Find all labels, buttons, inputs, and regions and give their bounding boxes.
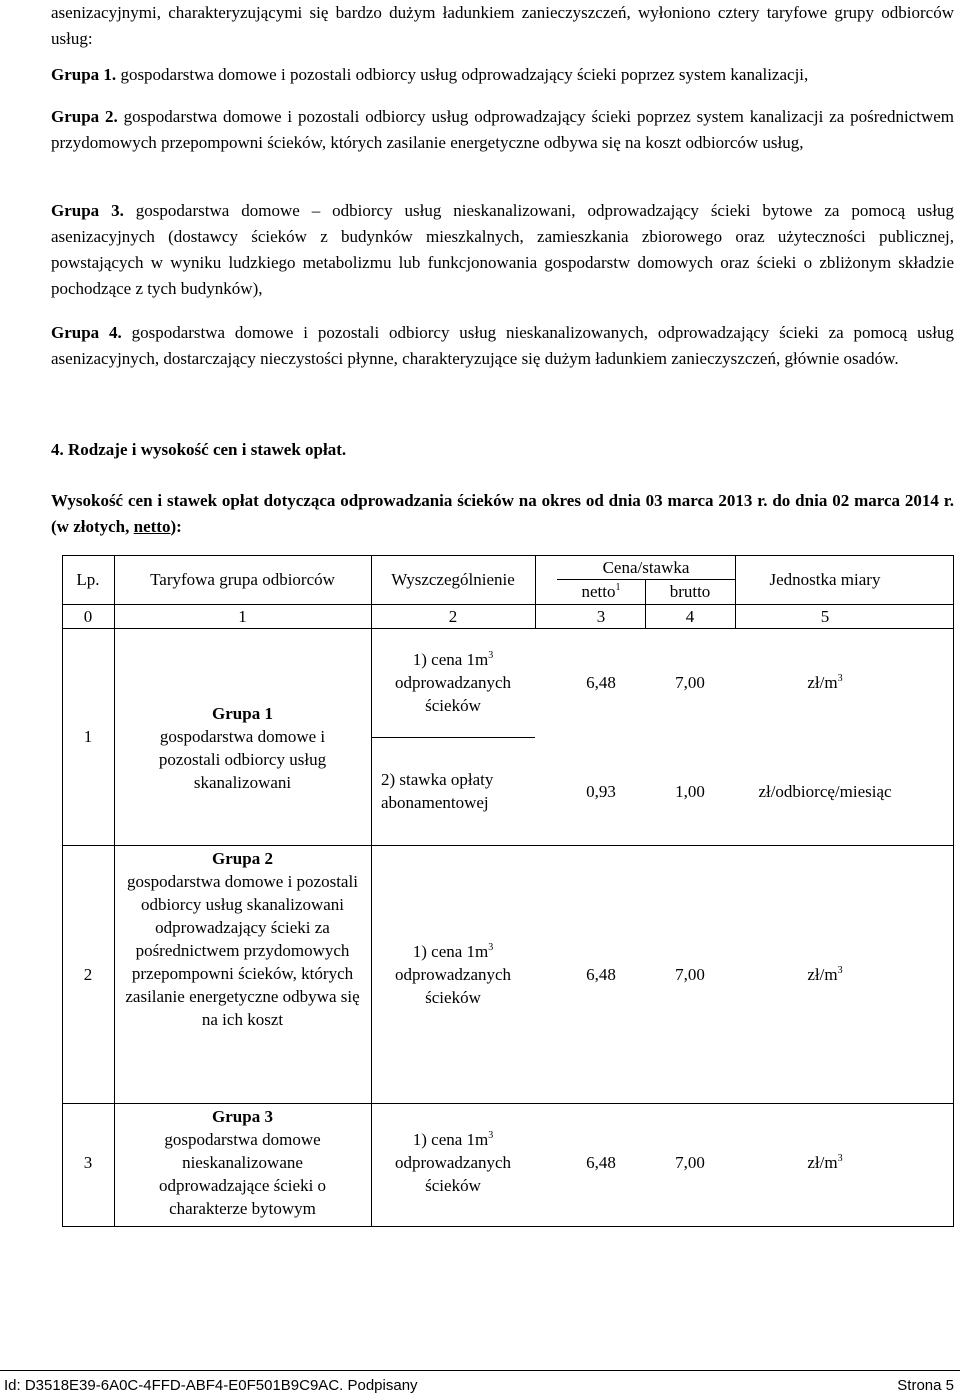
row-2-group-desc: gospodarstwa domowe i pozostali odbiorcy usług skanalizowani odprowadzający ścieki za pośrednictwem przydomowych przepompowni ścieków, których zasilanie energetyczne odbywa się na ich koszt xyxy=(125,872,360,1029)
group-3-paragraph xyxy=(51,198,954,302)
footer-divider xyxy=(0,1370,960,1371)
row-3-item-1-unit-sup: 3 xyxy=(837,1153,843,1164)
row-3-lp: 3 xyxy=(83,1153,93,1172)
table-line-row2-bottom xyxy=(62,1103,954,1104)
col-number-4: 4 xyxy=(685,607,695,626)
header-lp: Lp. xyxy=(76,570,100,589)
header-netto-sup: 1 xyxy=(615,582,621,593)
group-3-label: Grupa 3. xyxy=(51,201,124,220)
group-4-paragraph xyxy=(51,320,954,372)
header-brutto: brutto xyxy=(669,582,711,601)
row-3-group-title: Grupa 3 xyxy=(212,1107,273,1126)
header-netto-label: netto xyxy=(581,582,616,601)
row-1-group-desc: gospodarstwa domowe i pozostali odbiorcy usług skanalizowani xyxy=(158,727,327,792)
row-2-item-1-brutto: 7,00 xyxy=(675,965,705,984)
group-4-text: gospodarstwa domowe i pozostali odbiorcy usług nieskanalizowanych, odprowadzający ścieki za pomocą usług asenizacyjnych, dostarczający nieczystości płynne, charakteryzujące się dużym ładunkiem zanieczyszczeń, głównie osadów. xyxy=(51,323,954,368)
table-line-bottom xyxy=(62,1226,954,1227)
header-netto xyxy=(557,580,645,603)
col-number-1: 1 xyxy=(238,607,247,626)
row-3-item-1-brutto: 7,00 xyxy=(675,1153,705,1172)
group-1-paragraph xyxy=(51,62,954,88)
intro-paragraph: asenizacyjnymi, charakteryzującymi się bardzo dużym ładunkiem zanieczyszczeń, wyłoniono cztery taryfowe grupy odbiorców usług: xyxy=(51,3,954,48)
row-2-item-1-unit xyxy=(735,963,915,986)
row-1-item-1-unit-label: zł/m xyxy=(807,673,838,692)
subtitle-end: ): xyxy=(170,517,182,536)
row-2-group-title: Grupa 2 xyxy=(212,849,273,868)
group-3-text: gospodarstwa domowe – odbiorcy usług nieskanalizowani, odprowadzający ścieki bytowe za pomocą usług asenizacyjnych (dostawcy ścieków z budynków mieszkalnych, zamieszkania zbiorowego oraz użyteczności publicznej, powstających w wyniku ludzkiego metabolizmu lub funkcjonowania gospodarstw domowych oraz ścieki o zbliżonym składzie pochodzące z tych budynków), xyxy=(51,201,955,298)
group-4-label: Grupa 4. xyxy=(51,323,122,342)
section-title: 4. Rodzaje i wysokość cen i stawek opłat. xyxy=(51,440,347,459)
table-vline-left xyxy=(62,555,63,1227)
row-3-item-1-spec-sup: 3 xyxy=(488,1130,494,1141)
col-number-0: 0 xyxy=(83,607,93,626)
row-1-item-1-brutto: 7,00 xyxy=(675,673,705,692)
row-2-item-1-spec-sup: 3 xyxy=(488,942,494,953)
row-1-group xyxy=(140,702,345,794)
table-vline-3-header xyxy=(535,555,536,629)
row-1-lp: 1 xyxy=(83,727,93,746)
row-3-item-1-spec-label: 1) cena 1m xyxy=(412,1130,489,1149)
row-3-item-1-netto: 6,48 xyxy=(586,1153,616,1172)
group-1-label: Grupa 1. xyxy=(51,65,117,84)
row-3-group xyxy=(134,1105,351,1220)
header-unit: Jednostka miary xyxy=(769,570,881,589)
row-1-item-1-spec-rest: odprowadzanych ścieków xyxy=(394,673,512,715)
row-2-lp: 2 xyxy=(83,965,93,984)
row-1-item-1-unit-sup: 3 xyxy=(837,673,843,684)
section-subtitle xyxy=(51,488,954,540)
table-line-top xyxy=(62,555,954,556)
row-3-item-1-spec-rest: odprowadzanych ścieków xyxy=(394,1153,512,1195)
document-id: Id: D3518E39-6A0C-4FFD-ABF4-E0F501B9C9AC. Podpisany xyxy=(4,1377,418,1394)
col-number-5: 5 xyxy=(820,607,830,626)
row-1-item-1-spec-label: 1) cena 1m xyxy=(412,650,489,669)
header-price: Cena/stawka xyxy=(602,558,690,577)
header-group: Taryfowa grupa odbiorców xyxy=(150,570,335,589)
row-3-item-1-unit-label: zł/m xyxy=(807,1153,838,1172)
row-1-item-1-spec xyxy=(371,648,535,717)
row-1-item-2-spec: 2) stawka opłaty abonamentowej xyxy=(381,770,494,812)
row-2-item-1-spec xyxy=(371,940,535,1009)
table-vline-1 xyxy=(114,555,115,1227)
row-3-item-1-unit xyxy=(735,1151,915,1174)
group-2-paragraph xyxy=(51,104,954,156)
table-line-numbers-bottom xyxy=(62,628,954,629)
row-3-group-desc: gospodarstwa domowe nieskanalizowane odprowadzające ścieki o charakterze bytowym xyxy=(158,1130,327,1218)
row-3-item-1-spec xyxy=(371,1128,535,1197)
row-1-item-1-netto: 6,48 xyxy=(586,673,616,692)
group-2-label: Grupa 2. xyxy=(51,107,118,126)
subtitle-main: Wysokość cen i stawek opłat dotycząca odprowadzania ścieków na okres od dnia 03 marca 2013 r. do dnia 02 marca 2014 r. (w złotych, xyxy=(51,491,954,536)
page-number: Strona 5 xyxy=(897,1377,954,1394)
col-number-3: 3 xyxy=(596,607,606,626)
row-2-item-1-unit-label: zł/m xyxy=(807,965,838,984)
row-2-item-1-spec-label: 1) cena 1m xyxy=(412,942,489,961)
row-1-group-title: Grupa 1 xyxy=(212,704,273,723)
subtitle-underlined: netto xyxy=(133,517,171,536)
row-2-item-1-unit-sup: 3 xyxy=(837,965,843,976)
table-vline-right xyxy=(953,555,954,1227)
row-1-item-1-spec-sup: 3 xyxy=(488,650,494,661)
row-2-group xyxy=(120,847,365,1031)
row-1-item-2-netto: 0,93 xyxy=(586,782,616,801)
header-spec: Wyszczególnienie xyxy=(391,570,515,589)
row-1-item-2-unit: zł/odbiorcę/miesiąc xyxy=(758,782,892,801)
row-2-item-1-spec-rest: odprowadzanych ścieków xyxy=(394,965,512,1007)
page-footer xyxy=(0,1370,960,1396)
row-2-item-1-netto: 6,48 xyxy=(586,965,616,984)
col-number-2: 2 xyxy=(448,607,458,626)
group-1-text: gospodarstwa domowe i pozostali odbiorcy usług odprowadzający ścieki poprzez system kanalizacji, xyxy=(116,65,809,84)
row-1-item-1-unit xyxy=(735,671,915,694)
table-line-row1-bottom xyxy=(62,845,954,846)
row-1-item-2-brutto: 1,00 xyxy=(675,782,705,801)
group-2-text: gospodarstwa domowe i pozostali odbiorcy usług odprowadzający ścieki poprzez system kanalizacji za pośrednictwem przydomowych przepompowni ścieków, których zasilanie energetyczne odbywa się na koszt odbiorców usług, xyxy=(51,107,954,152)
table-line-row1-split xyxy=(371,737,535,738)
